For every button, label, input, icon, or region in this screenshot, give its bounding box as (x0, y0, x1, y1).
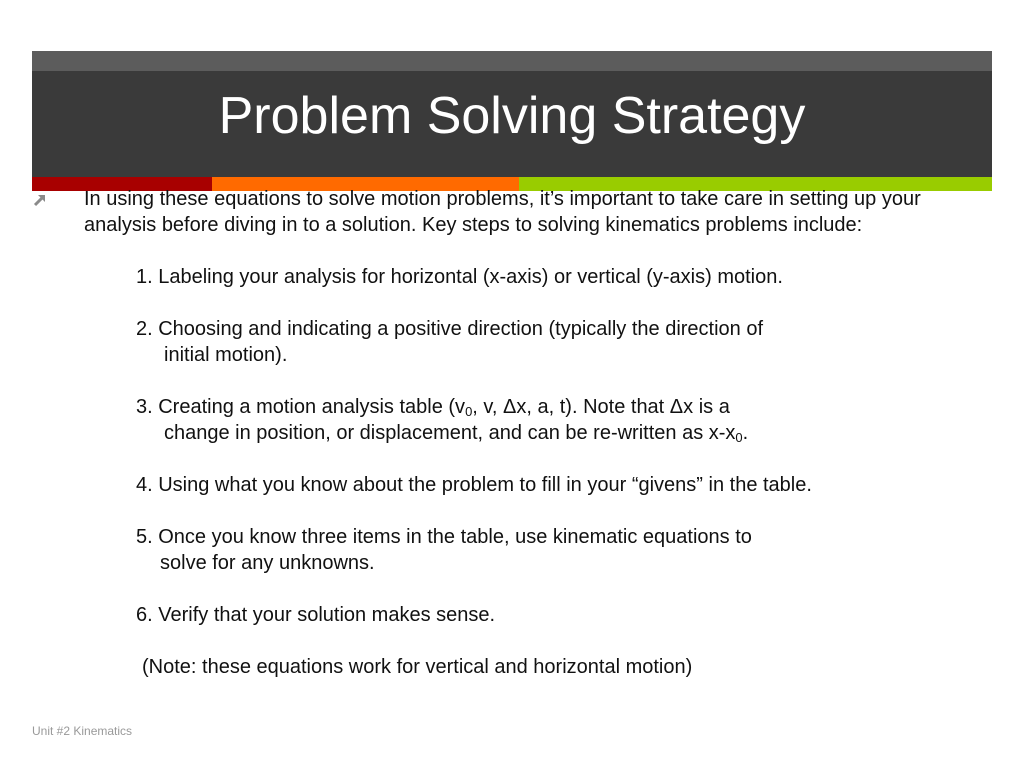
step-1-text: 1. Labeling your analysis for horizontal (x-axis) or vertical (y-axis) motion. (136, 266, 783, 288)
intro-text: In using these equations to solve motion problems, it’s important to take care in setting up your analysis before diving in to a solution. Key steps to solving kinematics problems include: (84, 188, 921, 236)
step-3-text-d: . (742, 422, 749, 444)
step-5-line-1: 5. Once you know three items in the table, use kinematic equations to (136, 526, 752, 548)
step-3 (136, 394, 972, 446)
step-3-text-b: , v, Δx, a, t). Note that Δx is a (472, 396, 730, 418)
step-5-line-2: solve for any unknowns. (160, 552, 375, 574)
note-text: (Note: these equations work for vertical and horizontal motion) (142, 656, 693, 678)
subscript-zero: 0 (735, 430, 743, 445)
step-4-text: 4. Using what you know about the problem to fill in your “givens” in the table. (136, 474, 812, 496)
arrow-up-right-icon (32, 192, 48, 208)
title-band (32, 51, 992, 177)
step-4 (136, 472, 972, 498)
subscript-zero: 0 (465, 404, 473, 419)
step-2 (136, 316, 972, 368)
title-band-top-strip (32, 51, 992, 71)
step-5 (136, 524, 972, 576)
slide-footer: Unit #2 Kinematics (32, 724, 133, 738)
slide-title: Problem Solving Strategy (218, 87, 806, 145)
step-3-text-a: 3. Creating a motion analysis table (v (136, 396, 466, 418)
step-2-line-1: 2. Choosing and indicating a positive direction (typically the direction of (136, 318, 764, 340)
step-3-line-1 (136, 394, 972, 420)
slide-body (32, 186, 972, 680)
step-3-text-c: change in position, or displacement, and can be re-written as x-x (164, 422, 736, 444)
step-6-text: 6. Verify that your solution makes sense. (136, 604, 496, 626)
step-1 (136, 264, 972, 290)
step-2-line-2: initial motion). (164, 344, 288, 366)
step-3-line-2 (136, 420, 972, 446)
step-6 (136, 602, 972, 628)
intro-paragraph (32, 186, 972, 238)
